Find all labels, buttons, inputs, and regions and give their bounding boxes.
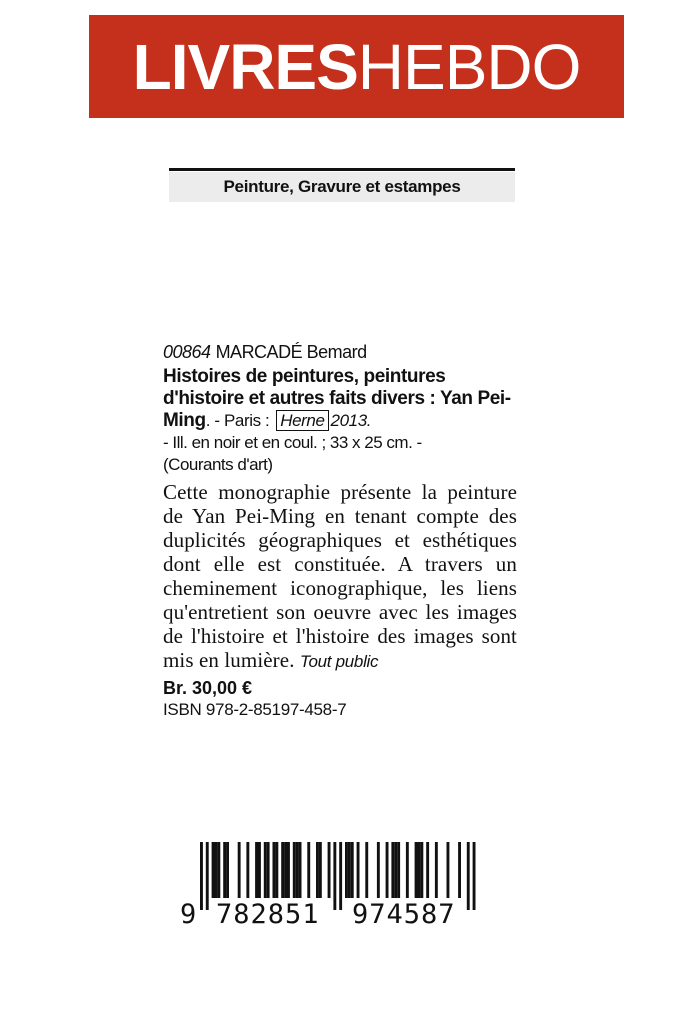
barcode-bar (255, 842, 258, 898)
logo-part-hebdo: HEBDO (357, 30, 581, 103)
barcode-bar (357, 842, 360, 898)
barcode-bar (328, 842, 331, 898)
notice-header (163, 340, 523, 364)
section-rubric: Peinture, Gravure et estampes (169, 172, 515, 202)
barcode-bar (293, 842, 296, 898)
barcode-bar (415, 842, 418, 898)
audience-label: Tout public (299, 652, 379, 671)
barcode-bar (351, 842, 354, 898)
barcode-bar (316, 842, 319, 898)
barcode-bar (397, 842, 400, 898)
barcode-bar (258, 842, 261, 898)
barcode-bar (246, 842, 249, 898)
barcode-bar (212, 842, 215, 898)
barcode-bar (299, 842, 302, 898)
barcode-bar (458, 842, 461, 898)
barcode-bar (319, 842, 322, 898)
publisher-name: Herne (276, 410, 328, 431)
barcode-digits (178, 900, 500, 930)
barcode-bar (447, 842, 450, 898)
notice-number: 00864 (163, 342, 211, 362)
barcode-bar (435, 842, 438, 898)
barcode-bar (365, 842, 368, 898)
barcode-bar (348, 842, 351, 898)
barcode-bar (273, 842, 276, 898)
barcode-bar (420, 842, 423, 898)
barcode-bar (215, 842, 218, 898)
barcode-group-2: 974587 (352, 899, 456, 930)
barcode-bar (287, 842, 290, 898)
barcode-bar (345, 842, 348, 898)
barcode-bar (226, 842, 229, 898)
author-name: MARCADÉ Bemard (215, 342, 367, 362)
isbn-barcode (178, 838, 500, 930)
barcode-group-1: 782851 (216, 899, 320, 930)
logo-part-livres: LIVRES (132, 30, 358, 103)
barcode-bar (238, 842, 241, 898)
livres-hebdo-logo (89, 15, 624, 118)
barcode-bar (217, 842, 220, 898)
barcode-bar (281, 842, 284, 898)
publication-year: 2013. (330, 411, 372, 430)
series-name: (Courants d'art) (163, 455, 273, 474)
book-title: Histoires de peintures, peintures d'histoire et autres faits divers : Yan Pei-Ming (163, 366, 511, 431)
summary-text: Cette monographie présente la peinture de Yan Pei-Ming en tenant compte des duplicités géographiques et esthétiques dont elle est constituée. A travers un cheminement iconographique, les liens qu'entretient son oeuvre avec les images de l'histoire et l'histoire des images sont mis en lumière. (163, 480, 517, 672)
barcode-bar (296, 842, 299, 898)
barcode-bar (267, 842, 270, 898)
summary-paragraph (163, 480, 517, 674)
book-notice (163, 340, 523, 721)
barcode-lead-digit: 9 (180, 899, 197, 930)
barcode-bar (391, 842, 394, 898)
publication-place: . - Paris : (205, 411, 270, 430)
isbn: ISBN 978-2-85197-458-7 (163, 700, 347, 719)
barcode-bar (264, 842, 267, 898)
barcode-bar (418, 842, 421, 898)
rubric-rule (169, 168, 515, 171)
barcode-bar (377, 842, 380, 898)
barcode-bar (426, 842, 429, 898)
barcode-bar (394, 842, 397, 898)
physical-description: - Ill. en noir et en coul. ; 33 x 25 cm. - (163, 433, 422, 452)
barcode-bar (386, 842, 389, 898)
price: Br. 30,00 € (163, 678, 253, 698)
barcode-bar (223, 842, 226, 898)
barcode-bar (406, 842, 409, 898)
barcode-bar (307, 842, 310, 898)
barcode-bar (275, 842, 278, 898)
barcode-bar (284, 842, 287, 898)
book-title-line (163, 366, 523, 432)
